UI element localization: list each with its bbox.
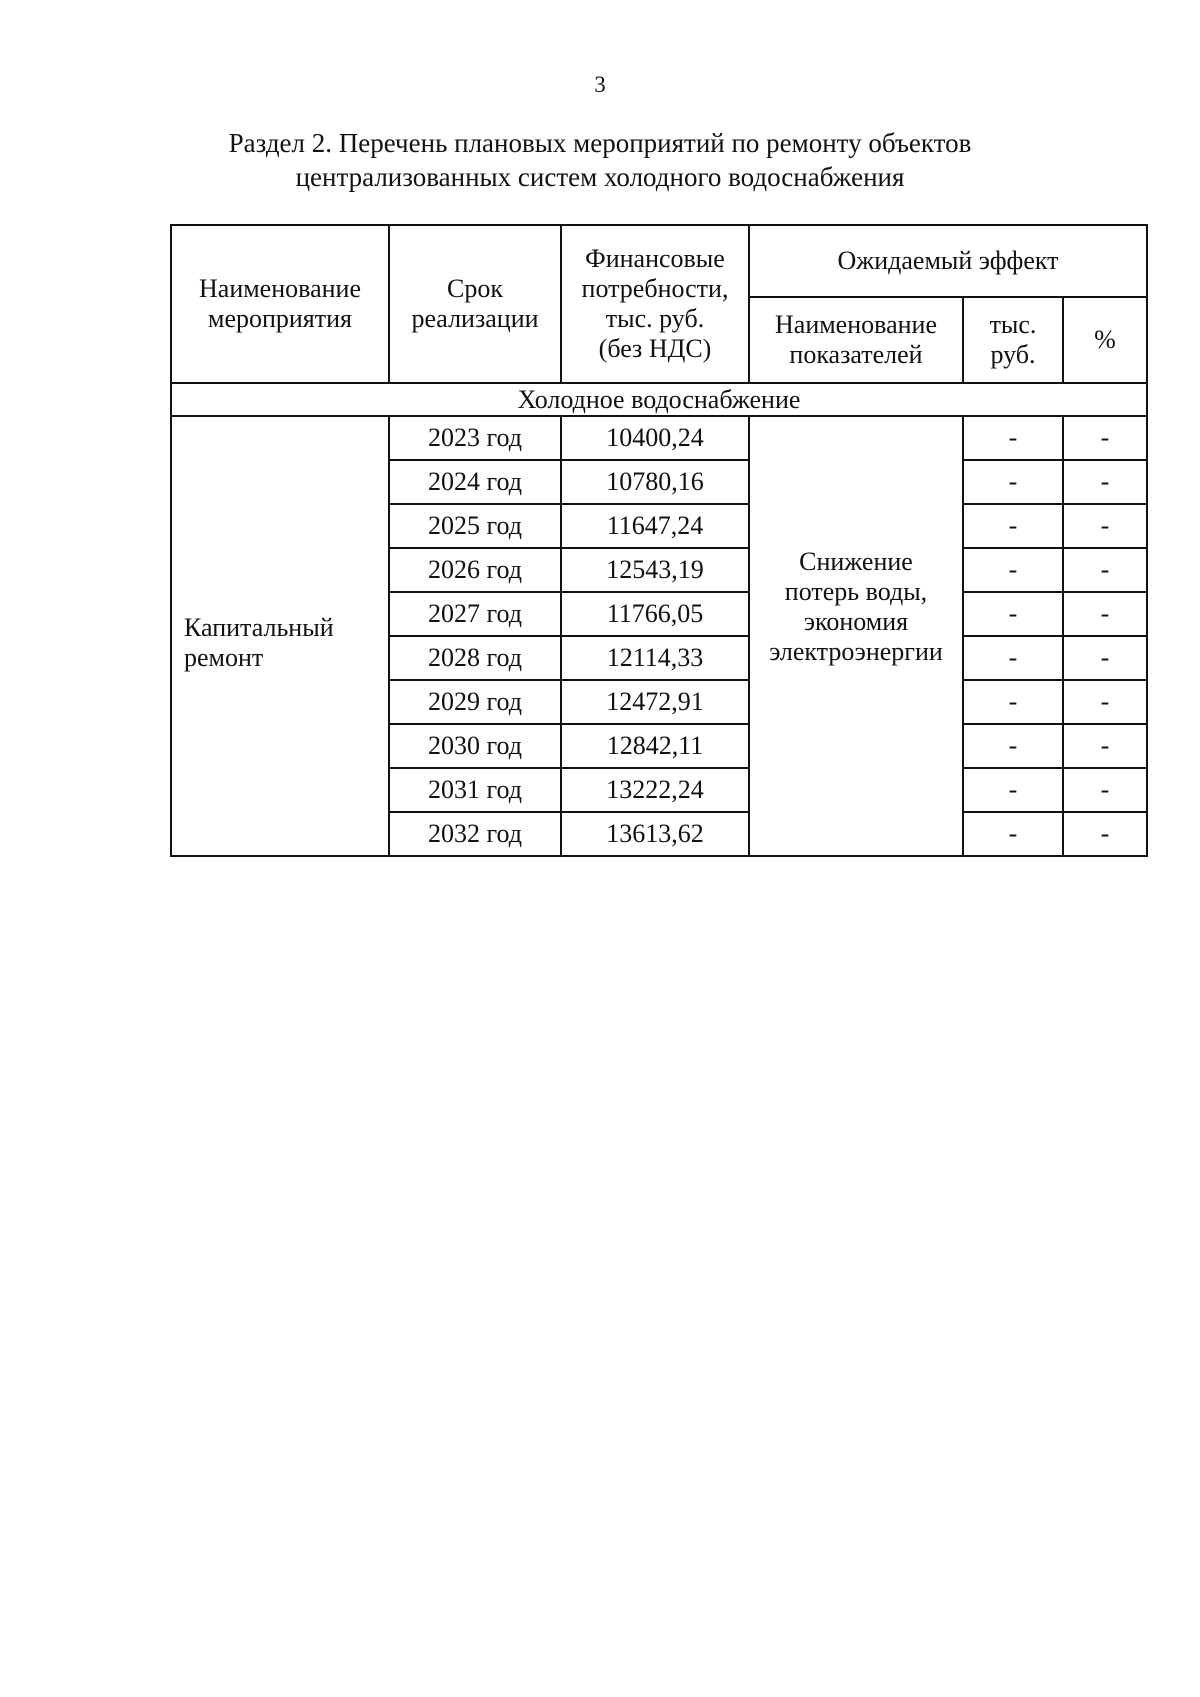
thousand-rub-cell: - xyxy=(963,416,1063,460)
finance-cell: 13613,62 xyxy=(561,812,749,856)
term-cell: 2025 год xyxy=(389,504,561,548)
percent-cell: - xyxy=(1063,548,1147,592)
term-cell: 2029 год xyxy=(389,680,561,724)
table-row xyxy=(171,416,1147,460)
percent-cell: - xyxy=(1063,416,1147,460)
term-cell: 2032 год xyxy=(389,812,561,856)
thousand-rub-cell: - xyxy=(963,768,1063,812)
thousand-rub-cell: - xyxy=(963,636,1063,680)
activities-table xyxy=(170,224,1148,857)
section-row xyxy=(171,383,1147,416)
thousand-rub-cell: - xyxy=(963,592,1063,636)
thousand-rub-cell: - xyxy=(963,504,1063,548)
header-thousand-rub: тыс. руб. xyxy=(963,297,1063,383)
header-percent: % xyxy=(1063,297,1147,383)
finance-cell: 12114,33 xyxy=(561,636,749,680)
thousand-rub-cell: - xyxy=(963,680,1063,724)
percent-cell: - xyxy=(1063,680,1147,724)
thousand-rub-cell: - xyxy=(963,460,1063,504)
percent-cell: - xyxy=(1063,812,1147,856)
thousand-rub-cell: - xyxy=(963,724,1063,768)
percent-cell: - xyxy=(1063,592,1147,636)
finance-cell: 12842,11 xyxy=(561,724,749,768)
finance-cell: 10400,24 xyxy=(561,416,749,460)
effect-description-cell: Снижение потерь воды, экономия электроэнергии xyxy=(749,416,963,856)
thousand-rub-cell: - xyxy=(963,812,1063,856)
percent-cell: - xyxy=(1063,460,1147,504)
section-label: Холодное водоснабжение xyxy=(171,383,1147,416)
term-cell: 2028 год xyxy=(389,636,561,680)
header-finance: Финансовые потребности, тыс. руб. (без НДС) xyxy=(561,225,749,383)
term-cell: 2023 год xyxy=(389,416,561,460)
term-cell: 2027 год xyxy=(389,592,561,636)
section-title-line-1: Раздел 2. Перечень плановых мероприятий по ремонту объектов xyxy=(228,128,972,158)
section-title-line-2: централизованных систем холодного водоснабжения xyxy=(295,162,905,192)
finance-cell: 11766,05 xyxy=(561,592,749,636)
percent-cell: - xyxy=(1063,724,1147,768)
percent-cell: - xyxy=(1063,636,1147,680)
term-cell: 2031 год xyxy=(389,768,561,812)
header-activity-name: Наименование мероприятия xyxy=(171,225,389,383)
percent-cell: - xyxy=(1063,768,1147,812)
finance-cell: 11647,24 xyxy=(561,504,749,548)
finance-cell: 12543,19 xyxy=(561,548,749,592)
term-cell: 2024 год xyxy=(389,460,561,504)
finance-cell: 10780,16 xyxy=(561,460,749,504)
page-number: 3 xyxy=(594,72,606,97)
header-row-1 xyxy=(171,225,1147,297)
term-cell: 2030 год xyxy=(389,724,561,768)
section-title xyxy=(0,126,1200,194)
header-indicator-name: Наименование показателей xyxy=(749,297,963,383)
finance-cell: 12472,91 xyxy=(561,680,749,724)
header-term: Срок реализации xyxy=(389,225,561,383)
percent-cell: - xyxy=(1063,504,1147,548)
activity-name-cell: Капитальный ремонт xyxy=(171,416,389,856)
term-cell: 2026 год xyxy=(389,548,561,592)
thousand-rub-cell: - xyxy=(963,548,1063,592)
finance-cell: 13222,24 xyxy=(561,768,749,812)
header-expected-effect: Ожидаемый эффект xyxy=(749,225,1147,297)
